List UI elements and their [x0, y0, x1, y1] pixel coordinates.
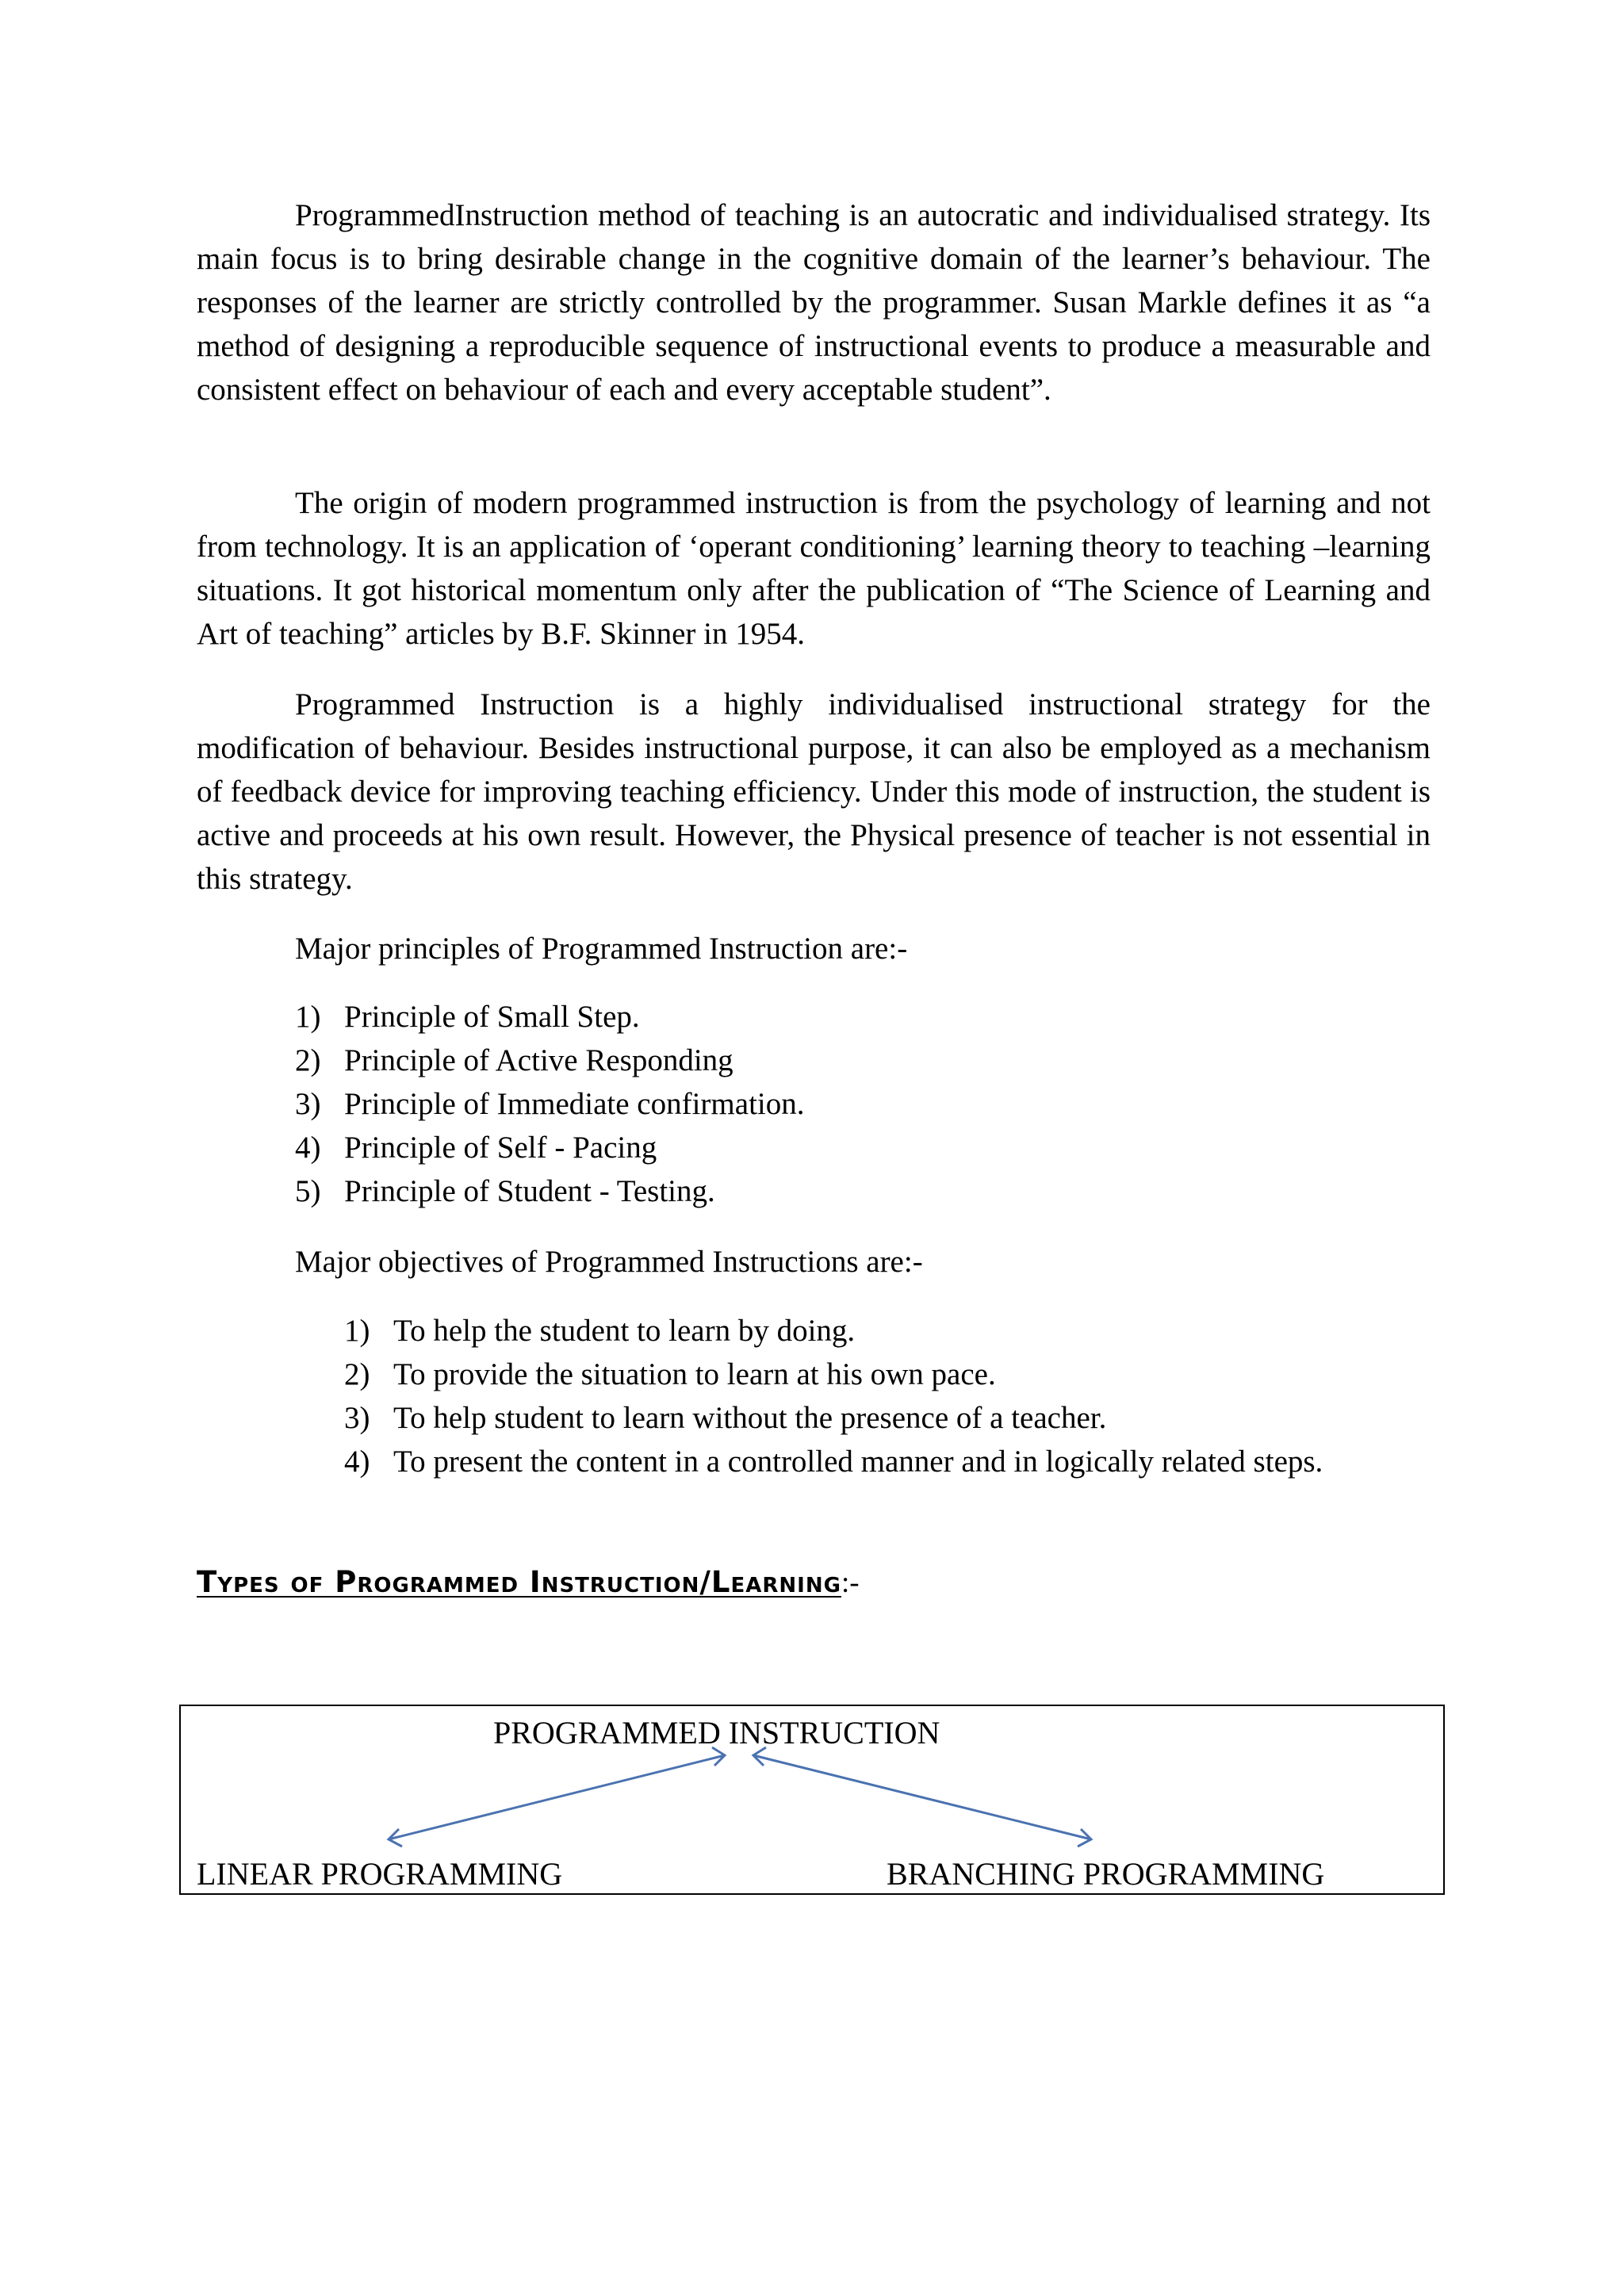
list-item — [344, 1309, 1323, 1353]
list-item — [344, 1353, 1323, 1396]
diagram-right-label: BRANCHING PROGRAMMING — [887, 1856, 1325, 1892]
list-item-text: To provide the situation to learn at his own pace. — [393, 1357, 996, 1391]
list-item-text: To help student to learn without the presence of a teacher. — [393, 1401, 1107, 1435]
list-item — [344, 1440, 1323, 1483]
arrow-to-branching — [753, 1747, 1091, 1846]
list-item-text: Principle of Self - Pacing — [344, 1131, 657, 1165]
list-item-text: Principle of Small Step. — [344, 1000, 640, 1034]
paragraph-origin: The origin of modern programmed instruction is from the psychology of learning and not from technology. It is an application of ‘operant conditioning’ learning theory to teaching –learning situations. It got historical momentum only after the publication of “The Science of Learning and Art of teaching” articles by B.F. Skinner in 1954. — [197, 486, 1431, 651]
list-item — [295, 1126, 805, 1169]
list-item-number: 2) — [344, 1357, 370, 1391]
section-heading — [197, 1560, 860, 1605]
list-item — [295, 1169, 805, 1213]
paragraph-definition: ProgrammedInstruction method of teaching is an autocratic and individualised strategy. Its main focus is to bring desirable change in the cognitive domain of the learner’s behaviour. The responses of the learner are strictly controlled by the programmer. Susan Markle defines it as “a method of designing a reproducible sequence of instructional events to produce a measurable and consistent effect on behaviour of each and every acceptable student”. — [197, 198, 1431, 407]
list-item-number: 3) — [295, 1087, 321, 1121]
objectives-list — [344, 1309, 1323, 1483]
list-item — [295, 1039, 805, 1082]
diagram-root-label: PROGRAMMED INSTRUCTION — [493, 1715, 940, 1751]
list-item-number: 2) — [295, 1043, 321, 1077]
paragraph-strategy: Programmed Instruction is a highly individualised instructional strategy for the modification of behaviour. Besides instructional purpose, it can also be employed as a mechanism of feedback device for improving teaching efficiency. Under this mode of instruction, the student is active and proceeds at his own result. However, the Physical presence of teacher is not essential in this strategy. — [197, 687, 1431, 896]
section-heading-suffix: :- — [841, 1567, 860, 1599]
types-diagram — [179, 1705, 1445, 1895]
diagram-arrows — [181, 1706, 1443, 1893]
objectives-intro: Major objectives of Programmed Instructions are:- — [295, 1245, 923, 1279]
list-item-text: To help the student to learn by doing. — [393, 1314, 856, 1348]
diagram-left-label: LINEAR PROGRAMMING — [197, 1856, 563, 1892]
list-item-text: To present the content in a controlled manner and in logically related steps. — [393, 1445, 1323, 1479]
list-item-number: 5) — [295, 1174, 321, 1208]
list-item-number: 1) — [344, 1314, 370, 1348]
list-item-text: Principle of Active Responding — [344, 1043, 733, 1077]
list-item-number: 4) — [344, 1445, 370, 1479]
section-heading-text: Types of Programmed Instruction/Learning — [197, 1565, 841, 1599]
list-item-text: Principle of Immediate confirmation. — [344, 1087, 805, 1121]
list-item-number: 1) — [295, 1000, 321, 1034]
list-item-number: 3) — [344, 1401, 370, 1435]
list-item — [344, 1396, 1323, 1440]
principles-list — [295, 995, 805, 1213]
list-item — [295, 995, 805, 1039]
principles-intro: Major principles of Programmed Instruction are:- — [295, 932, 908, 966]
list-item — [295, 1082, 805, 1126]
arrow-to-linear — [389, 1747, 725, 1846]
list-item-text: Principle of Student - Testing. — [344, 1174, 715, 1208]
list-item-number: 4) — [295, 1131, 321, 1165]
